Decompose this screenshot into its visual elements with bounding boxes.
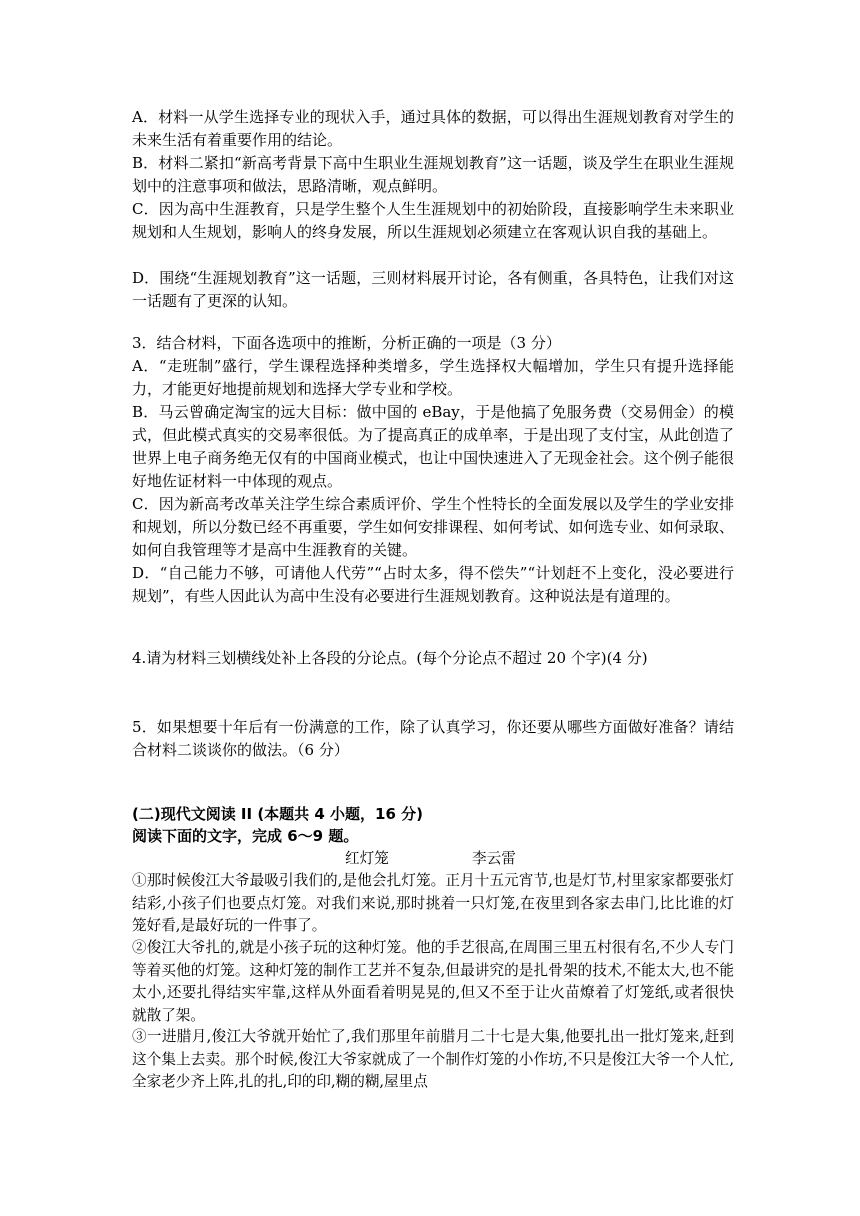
option-3c: C．因为新高考改革关注学生综合素质评价、学生个性特长的全面发展以及学生的学业安排和规划，所以分数已经不再重要，学生如何安排课程、如何考试、如何选专业、如何录取、如何自我管理等才是高中生涯教育的关键。	[132, 495, 734, 559]
story-paragraph-2: ②俊江大爷扎的,就是小孩子玩的这种灯笼。他的手艺很高,在周围三里五村很有名,不少人专门等着买他的灯笼。这种灯笼的制作工艺并不复杂,但最讲究的是扎骨架的技术,不能太大,也不能太小,还要扎得结实牢靠,这样从外面看着明晃晃的,但又不至于让火苗燎着了灯笼纸,或者很快就散了架。	[132, 939, 734, 1024]
option-2d: D．围绕“生涯规划教育”这一话题，三则材料展开讨论，各有侧重，各具特色，让我们对这一话题有了更深的认知。	[132, 269, 734, 310]
story-title: 红灯笼	[345, 850, 389, 867]
story-paragraph-3: ③一进腊月,俊江大爷就开始忙了,我们那里年前腊月二十七是大集,他要扎出一批灯笼来,赶到这个集上去卖。那个时候,俊江大爷家就成了一个制作灯笼的小作坊,不只是俊江大爷一个人忙,全家老少齐上阵,扎的扎,印的印,糊的糊,屋里点	[132, 1028, 734, 1090]
section-instruction: 阅读下面的文字，完成 6～9 题。	[132, 827, 359, 845]
option-2a: A．材料一从学生选择专业的现状入手，通过具体的数据，可以得出生涯规划教育对学生的未来生活有着重要作用的结论。	[132, 108, 734, 149]
option-2b: B．材料二紧扣“新高考背景下高中生职业生涯规划教育”这一话题，谈及学生在职业生涯规划中的注意事项和做法，思路清晰，观点鲜明。	[132, 154, 734, 195]
question-4: 4.请为材料三划横线处补上各段的分论点。(每个分论点不超过 20 个字)(4 分)	[132, 649, 648, 667]
section-heading: (二)现代文阅读 II (本题共 4 小题，16 分)	[132, 805, 424, 823]
story-paragraph-1: ①那时候俊江大爷最吸引我们的,是他会扎灯笼。正月十五元宵节,也是灯节,村里家家都要张灯结彩,小孩子们也要点灯笼。对我们来说,那时挑着一只灯笼,在夜里到各家去串门,比比谁的灯笼好看,是最好玩的一件事了。	[132, 872, 734, 934]
question-5: 5．如果想要十年后有一份满意的工作，除了认真学习，你还要从哪些方面做好准备？请结合材料二谈谈你的做法。（6 分）	[132, 718, 734, 759]
story-title-line	[132, 848, 734, 870]
story-author: 李云雷	[472, 850, 516, 867]
option-2c: C．因为高中生涯教育，只是学生整个人生生涯规划中的初始阶段，直接影响学生未来职业规划和人生规划，影响人的终身发展，所以生涯规划必须建立在客观认识自我的基础上。	[132, 200, 734, 241]
option-3b: B．马云曾确定淘宝的远大目标：做中国的 eBay，于是他搞了免服务费（交易佣金）的模式，但此模式真实的交易率很低。为了提高真正的成单率，于是出现了支付宝，从此创造了世界上电子商务绝无仅有的中国商业模式，也让中国快速进入了无现金社会。这个例子能很好地佐证材料一中体现的观点。	[132, 403, 734, 490]
question-3-stem: 3．结合材料，下面各选项中的推断，分析正确的一项是（3 分）	[132, 334, 561, 352]
option-3d: D．“自己能力不够，可请他人代劳”“占时太多，得不偿失”“计划赶不上变化，没必要进行规划”，有些人因此认为高中生没有必要进行生涯规划教育。这种说法是有道理的。	[132, 564, 734, 605]
option-3a: A．“走班制”盛行，学生课程选择种类增多，学生选择权大幅增加，学生只有提升选择能力，才能更好地提前规划和选择大学专业和学校。	[132, 357, 734, 398]
